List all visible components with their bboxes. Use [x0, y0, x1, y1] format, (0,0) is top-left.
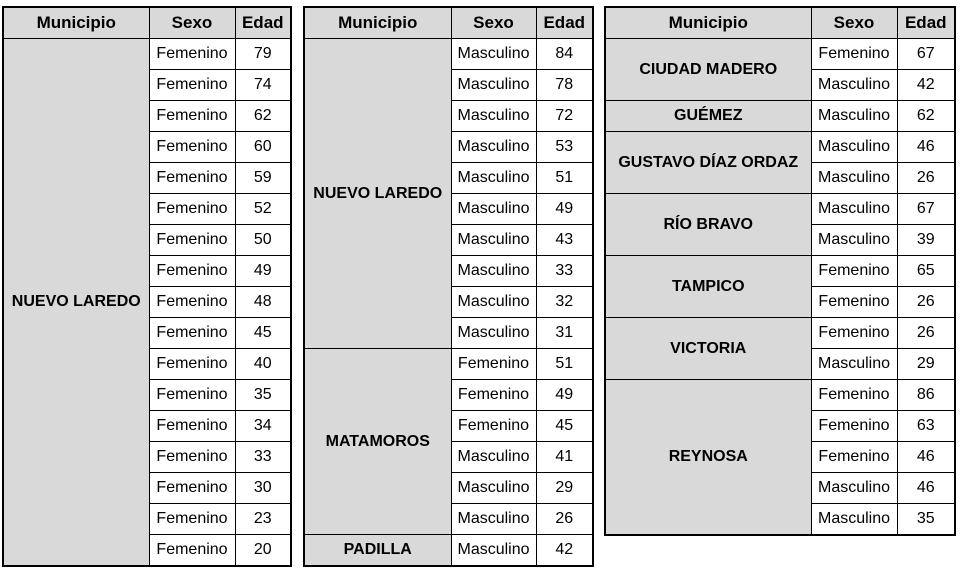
- edad-cell: 23: [235, 504, 291, 535]
- data-table-1: [2, 6, 292, 567]
- sexo-cell: Femenino: [811, 318, 897, 349]
- sexo-cell: Femenino: [149, 442, 235, 473]
- header-municipio: Municipio: [605, 7, 811, 39]
- edad-cell: 35: [897, 504, 955, 536]
- municipio-cell: CIUDAD MADERO: [605, 39, 811, 101]
- sexo-cell: Femenino: [149, 256, 235, 287]
- sexo-cell: Femenino: [451, 411, 536, 442]
- sexo-cell: Femenino: [149, 132, 235, 163]
- sexo-cell: Femenino: [149, 535, 235, 567]
- edad-cell: 79: [235, 39, 291, 70]
- header-municipio: Municipio: [304, 7, 451, 39]
- sexo-cell: Masculino: [811, 163, 897, 194]
- edad-cell: 51: [536, 163, 593, 194]
- edad-cell: 49: [536, 194, 593, 225]
- table-row: [605, 194, 955, 225]
- edad-cell: 84: [536, 39, 593, 70]
- sexo-cell: Femenino: [149, 194, 235, 225]
- edad-cell: 39: [897, 225, 955, 256]
- sexo-cell: Femenino: [811, 287, 897, 318]
- sexo-cell: Femenino: [811, 442, 897, 473]
- sexo-cell: Masculino: [451, 39, 536, 70]
- edad-cell: 62: [235, 101, 291, 132]
- edad-cell: 50: [235, 225, 291, 256]
- edad-cell: 78: [536, 70, 593, 101]
- table-row: [605, 380, 955, 411]
- sexo-cell: Femenino: [149, 349, 235, 380]
- edad-cell: 35: [235, 380, 291, 411]
- sexo-cell: Masculino: [451, 70, 536, 101]
- edad-cell: 52: [235, 194, 291, 225]
- edad-cell: 31: [536, 318, 593, 349]
- sexo-cell: Masculino: [451, 287, 536, 318]
- header-edad: Edad: [235, 7, 291, 39]
- municipio-cell: NUEVO LAREDO: [3, 39, 149, 567]
- sexo-cell: Femenino: [811, 39, 897, 70]
- sexo-cell: Masculino: [451, 473, 536, 504]
- sexo-cell: Masculino: [811, 473, 897, 504]
- sexo-cell: Femenino: [149, 504, 235, 535]
- sexo-cell: Femenino: [149, 101, 235, 132]
- sexo-cell: Masculino: [811, 70, 897, 101]
- edad-cell: 60: [235, 132, 291, 163]
- municipio-cell: GUÉMEZ: [605, 101, 811, 132]
- sexo-cell: Femenino: [149, 318, 235, 349]
- edad-cell: 43: [536, 225, 593, 256]
- edad-cell: 46: [897, 442, 955, 473]
- table-row: [304, 349, 593, 380]
- sexo-cell: Masculino: [451, 194, 536, 225]
- header-municipio: Municipio: [3, 7, 149, 39]
- edad-cell: 33: [235, 442, 291, 473]
- sexo-cell: Femenino: [149, 380, 235, 411]
- edad-cell: 59: [235, 163, 291, 194]
- edad-cell: 29: [536, 473, 593, 504]
- edad-cell: 63: [897, 411, 955, 442]
- edad-cell: 30: [235, 473, 291, 504]
- edad-cell: 74: [235, 70, 291, 101]
- sexo-cell: Femenino: [149, 39, 235, 70]
- table-row: [605, 101, 955, 132]
- edad-cell: 29: [897, 349, 955, 380]
- edad-cell: 46: [897, 473, 955, 504]
- table-row: [605, 318, 955, 349]
- sexo-cell: Masculino: [451, 442, 536, 473]
- edad-cell: 26: [536, 504, 593, 535]
- edad-cell: 32: [536, 287, 593, 318]
- sexo-cell: Masculino: [451, 225, 536, 256]
- sexo-cell: Masculino: [451, 535, 536, 567]
- edad-cell: 51: [536, 349, 593, 380]
- edad-cell: 67: [897, 194, 955, 225]
- municipio-cell: MATAMOROS: [304, 349, 451, 535]
- municipio-cell: TAMPICO: [605, 256, 811, 318]
- edad-cell: 42: [897, 70, 955, 101]
- sexo-cell: Femenino: [811, 411, 897, 442]
- edad-cell: 45: [235, 318, 291, 349]
- sexo-cell: Masculino: [811, 225, 897, 256]
- municipio-cell: GUSTAVO DÍAZ ORDAZ: [605, 132, 811, 194]
- edad-cell: 41: [536, 442, 593, 473]
- municipio-cell: NUEVO LAREDO: [304, 39, 451, 349]
- sexo-cell: Masculino: [811, 504, 897, 536]
- data-table-3: [604, 6, 956, 536]
- edad-cell: 48: [235, 287, 291, 318]
- table-row: [605, 132, 955, 163]
- edad-cell: 62: [897, 101, 955, 132]
- edad-cell: 42: [536, 535, 593, 567]
- municipio-cell: PADILLA: [304, 535, 451, 567]
- sexo-cell: Masculino: [811, 349, 897, 380]
- sexo-cell: Femenino: [451, 349, 536, 380]
- edad-cell: 46: [897, 132, 955, 163]
- edad-cell: 65: [897, 256, 955, 287]
- sexo-cell: Masculino: [811, 101, 897, 132]
- header-sexo: Sexo: [811, 7, 897, 39]
- sexo-cell: Femenino: [149, 225, 235, 256]
- edad-cell: 26: [897, 287, 955, 318]
- data-table-2: [303, 6, 594, 567]
- sexo-cell: Femenino: [149, 473, 235, 504]
- sexo-cell: Femenino: [451, 380, 536, 411]
- municipio-cell: REYNOSA: [605, 380, 811, 536]
- table-row: [605, 256, 955, 287]
- sexo-cell: Masculino: [451, 101, 536, 132]
- edad-cell: 49: [235, 256, 291, 287]
- sexo-cell: Femenino: [811, 256, 897, 287]
- sexo-cell: Masculino: [451, 504, 536, 535]
- table-row: [304, 39, 593, 70]
- edad-cell: 86: [897, 380, 955, 411]
- edad-cell: 34: [235, 411, 291, 442]
- sexo-cell: Femenino: [149, 163, 235, 194]
- header-edad: Edad: [536, 7, 593, 39]
- edad-cell: 26: [897, 163, 955, 194]
- edad-cell: 67: [897, 39, 955, 70]
- edad-cell: 33: [536, 256, 593, 287]
- sexo-cell: Femenino: [149, 287, 235, 318]
- edad-cell: 45: [536, 411, 593, 442]
- sexo-cell: Masculino: [451, 163, 536, 194]
- sexo-cell: Masculino: [811, 194, 897, 225]
- edad-cell: 72: [536, 101, 593, 132]
- sexo-cell: Masculino: [451, 132, 536, 163]
- header-edad: Edad: [897, 7, 955, 39]
- edad-cell: 49: [536, 380, 593, 411]
- municipio-cell: VICTORIA: [605, 318, 811, 380]
- edad-cell: 40: [235, 349, 291, 380]
- table-row: [3, 39, 291, 70]
- sexo-cell: Masculino: [451, 318, 536, 349]
- edad-cell: 20: [235, 535, 291, 567]
- municipio-cell: RÍO BRAVO: [605, 194, 811, 256]
- table-row: [304, 535, 593, 567]
- sexo-cell: Masculino: [451, 256, 536, 287]
- edad-cell: 26: [897, 318, 955, 349]
- sexo-cell: Masculino: [811, 132, 897, 163]
- edad-cell: 53: [536, 132, 593, 163]
- sexo-cell: Femenino: [149, 411, 235, 442]
- sexo-cell: Femenino: [811, 380, 897, 411]
- header-sexo: Sexo: [451, 7, 536, 39]
- table-row: [605, 39, 955, 70]
- header-sexo: Sexo: [149, 7, 235, 39]
- sexo-cell: Femenino: [149, 70, 235, 101]
